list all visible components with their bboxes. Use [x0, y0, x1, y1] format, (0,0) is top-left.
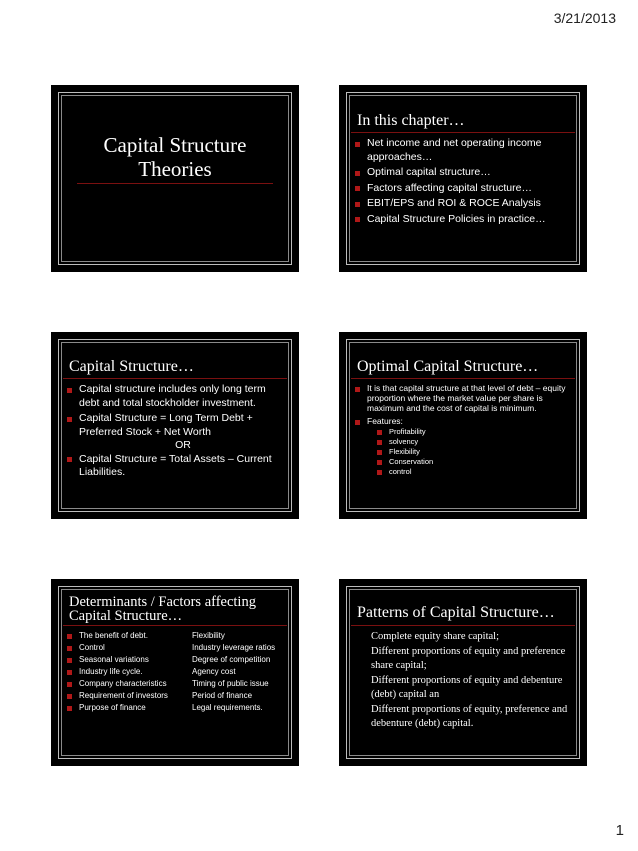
slide-6 [339, 579, 587, 766]
list-item: Profitability [377, 427, 575, 437]
slide-1 [51, 85, 299, 272]
list-item: Conservation [377, 457, 575, 467]
list-item: Legal requirements. [192, 703, 263, 712]
list-item: Capital structure includes only long term debt and total stockholder investment. [67, 383, 287, 410]
slide-4 [339, 332, 587, 519]
slide-2-title: In this chapter… [357, 112, 465, 129]
slide-4-bullets [355, 383, 575, 477]
list-item: Flexibility [377, 447, 575, 457]
page-number: 1 [615, 822, 624, 839]
list-item: Capital Structure Policies in practice… [355, 213, 575, 227]
title-rule [63, 378, 287, 379]
slide-5-right-list [192, 630, 275, 714]
list-item: Purpose of finance [67, 702, 189, 714]
list-item: Factors affecting capital structure… [355, 182, 575, 196]
list-item: Control [67, 642, 189, 654]
title-rule [351, 378, 575, 379]
slide-1-title [51, 133, 299, 181]
list-item: Requirement of investors [67, 690, 189, 702]
list-item: Period of finance [192, 691, 253, 700]
list-item: Capital Structure = Long Term Debt + Preferred Stock + Net Worth [67, 412, 287, 439]
list-item: Seasonal variations [67, 654, 189, 666]
list-item: Different proportions of equity and debenture (debt) capital an [371, 675, 563, 700]
or-text: OR [175, 439, 191, 451]
title-rule [77, 183, 273, 184]
list-item: Timing of public issue [192, 679, 269, 688]
list-item: Industry life cycle. [67, 666, 189, 678]
slide-6-title: Patterns of Capital Structure… [357, 604, 555, 621]
header-date: 3/21/2013 [553, 10, 616, 26]
slide-6-items [371, 630, 575, 731]
list-item: Flexibility [192, 631, 225, 640]
slide-5-title-line2: Capital Structure… [69, 608, 183, 624]
slide-5-left-list [67, 630, 189, 714]
slide-1-title-line2: Theories [138, 157, 212, 181]
features-list [367, 427, 575, 477]
list-item: Complete equity share capital; [371, 631, 499, 642]
list-item: Different proportions of equity, preference and debenture (debt) capital. [371, 704, 568, 729]
list-item: Capital Structure = Total Assets – Current Liabilities. [67, 453, 287, 480]
list-item: Degree of competition [192, 655, 271, 664]
list-item: Net income and net operating income approaches… [355, 137, 575, 164]
list-item: Different proportions of equity and preference share capital; [371, 646, 566, 671]
slide-2-bullets [355, 137, 575, 226]
title-rule [351, 625, 575, 626]
slide-5-title-line1: Determinants / Factors affecting [69, 594, 256, 610]
slide-3-bullets [67, 383, 287, 480]
title-rule [63, 625, 287, 626]
list-item: The benefit of debt. [67, 630, 189, 642]
slide-3 [51, 332, 299, 519]
features-label: Features: [367, 416, 403, 426]
slide-2 [339, 85, 587, 272]
list-item: Agency cost [192, 667, 236, 676]
list-item: Company characteristics [67, 678, 189, 690]
slide-4-title: Optimal Capital Structure… [357, 358, 539, 375]
title-rule [351, 132, 575, 133]
list-item: It is that capital structure at that level of debt – equity proportion where the market value per share is maximum and the cost of capital is minimum. [355, 383, 575, 413]
slide-5 [51, 579, 299, 766]
list-item: solvency [377, 437, 575, 447]
list-item: EBIT/EPS and ROI & ROCE Analysis [355, 197, 575, 211]
list-item: Industry leverage ratios [192, 643, 276, 652]
slide-3-title: Capital Structure… [69, 358, 194, 375]
list-item [355, 416, 575, 477]
slide-1-title-line1: Capital Structure [103, 133, 247, 157]
slide-5-title [69, 595, 285, 623]
list-item: control [377, 467, 575, 477]
list-item: Optimal capital structure… [355, 166, 575, 180]
